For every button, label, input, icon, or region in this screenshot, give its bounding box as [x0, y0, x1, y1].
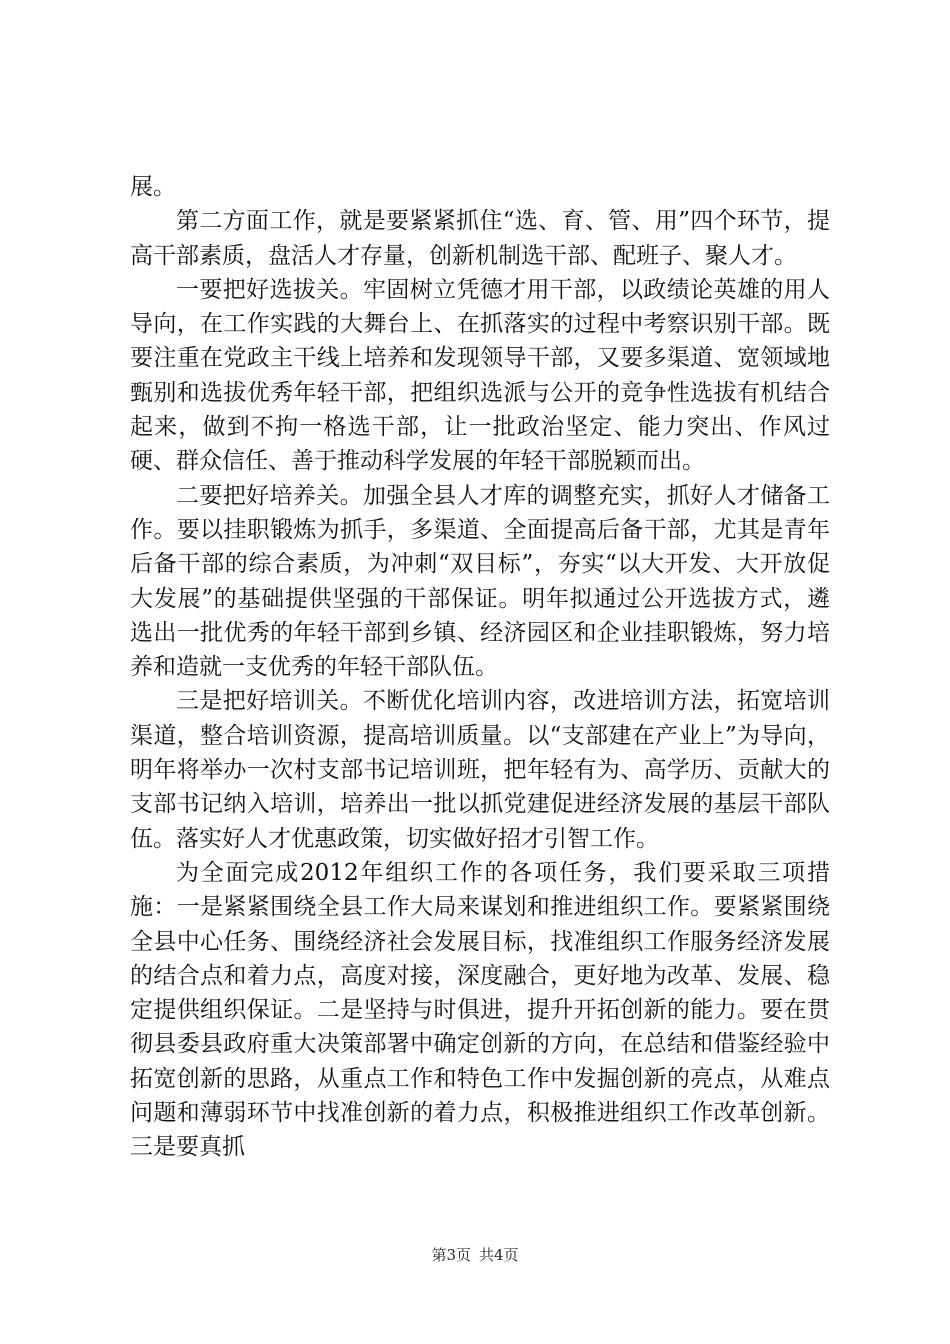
paragraph-1: 展。 — [130, 174, 176, 200]
paragraph-3: 一要把好选拔关。牢固树立凭德才用干部，以政绩论英雄的用人导向，在工作实践的大舞台上、在抓落实的过程中考察识别干部。既要注重在党政主干线上培养和发现领导干部，又要多渠道、宽领域地甄别和选拔优秀年轻干部，把组织选派与公开的竞争性选拔有机结合起来，做到不拘一格选干部，让一批政治坚定、能力突出、作风过硬、群众信任、善于推动科学发展的年轻干部脱颖而出。 — [130, 276, 830, 475]
document-body — [130, 170, 830, 1165]
paragraph-6: 为全面完成2012年组织工作的各项任务，我们要采取三项措施：一是紧紧围绕全县工作大局来谋划和推进组织工作。要紧紧围绕全县中心任务、围绕经济社会发展目标，找准组织工作服务经济发展的结合点和着力点，高度对接，深度融合，更好地为改革、发展、稳定提供组织保证。二是坚持与时俱进，提升开拓创新的能力。要在贯彻县委县政府重大决策部署中确定创新的方向，在总结和借鉴经验中拓宽创新的思路，从重点工作和特色工作中发掘创新的亮点，从难点问题和薄弱环节中找准创新的着力点，积极推进组织工作改革创新。三是要真抓 — [130, 859, 830, 1161]
paragraph-2: 第二方面工作，就是要紧紧抓住“选、育、管、用”四个环节，提高干部素质，盘活人才存量，创新机制选干部、配班子、聚人才。 — [130, 208, 830, 269]
paragraph-5: 三是把好培训关。不断优化培训内容，改进培训方法，拓宽培训渠道，整合培训资源，提高培训质量。以“支部建在产业上”为导向，明年将举办一次村支部书记培训班，把年轻有为、高学历、贡献大的支部书记纳入培训，培养出一批以抓党建促进经济发展的基层干部队伍。落实好人才优惠政策，切实做好招才引智工作。 — [130, 688, 830, 852]
page-footer — [0, 1244, 950, 1265]
paragraph-4: 二要把好培养关。加强全县人才库的调整充实，抓好人才储备工作。要以挂职锻炼为抓手，多渠道、全面提高后备干部，尤其是青年后备干部的综合素质，为冲刺“双目标”，夯实“以大开发、大开放促大发展”的基础提供坚强的干部保证。明年拟通过公开选拔方式，遴选出一批优秀的年轻干部到乡镇、经济园区和企业挂职锻炼，努力培养和造就一支优秀的年轻干部队伍。 — [130, 482, 830, 681]
page-total: 共4页 — [479, 1246, 519, 1264]
page-number: 第3页 — [431, 1246, 471, 1264]
